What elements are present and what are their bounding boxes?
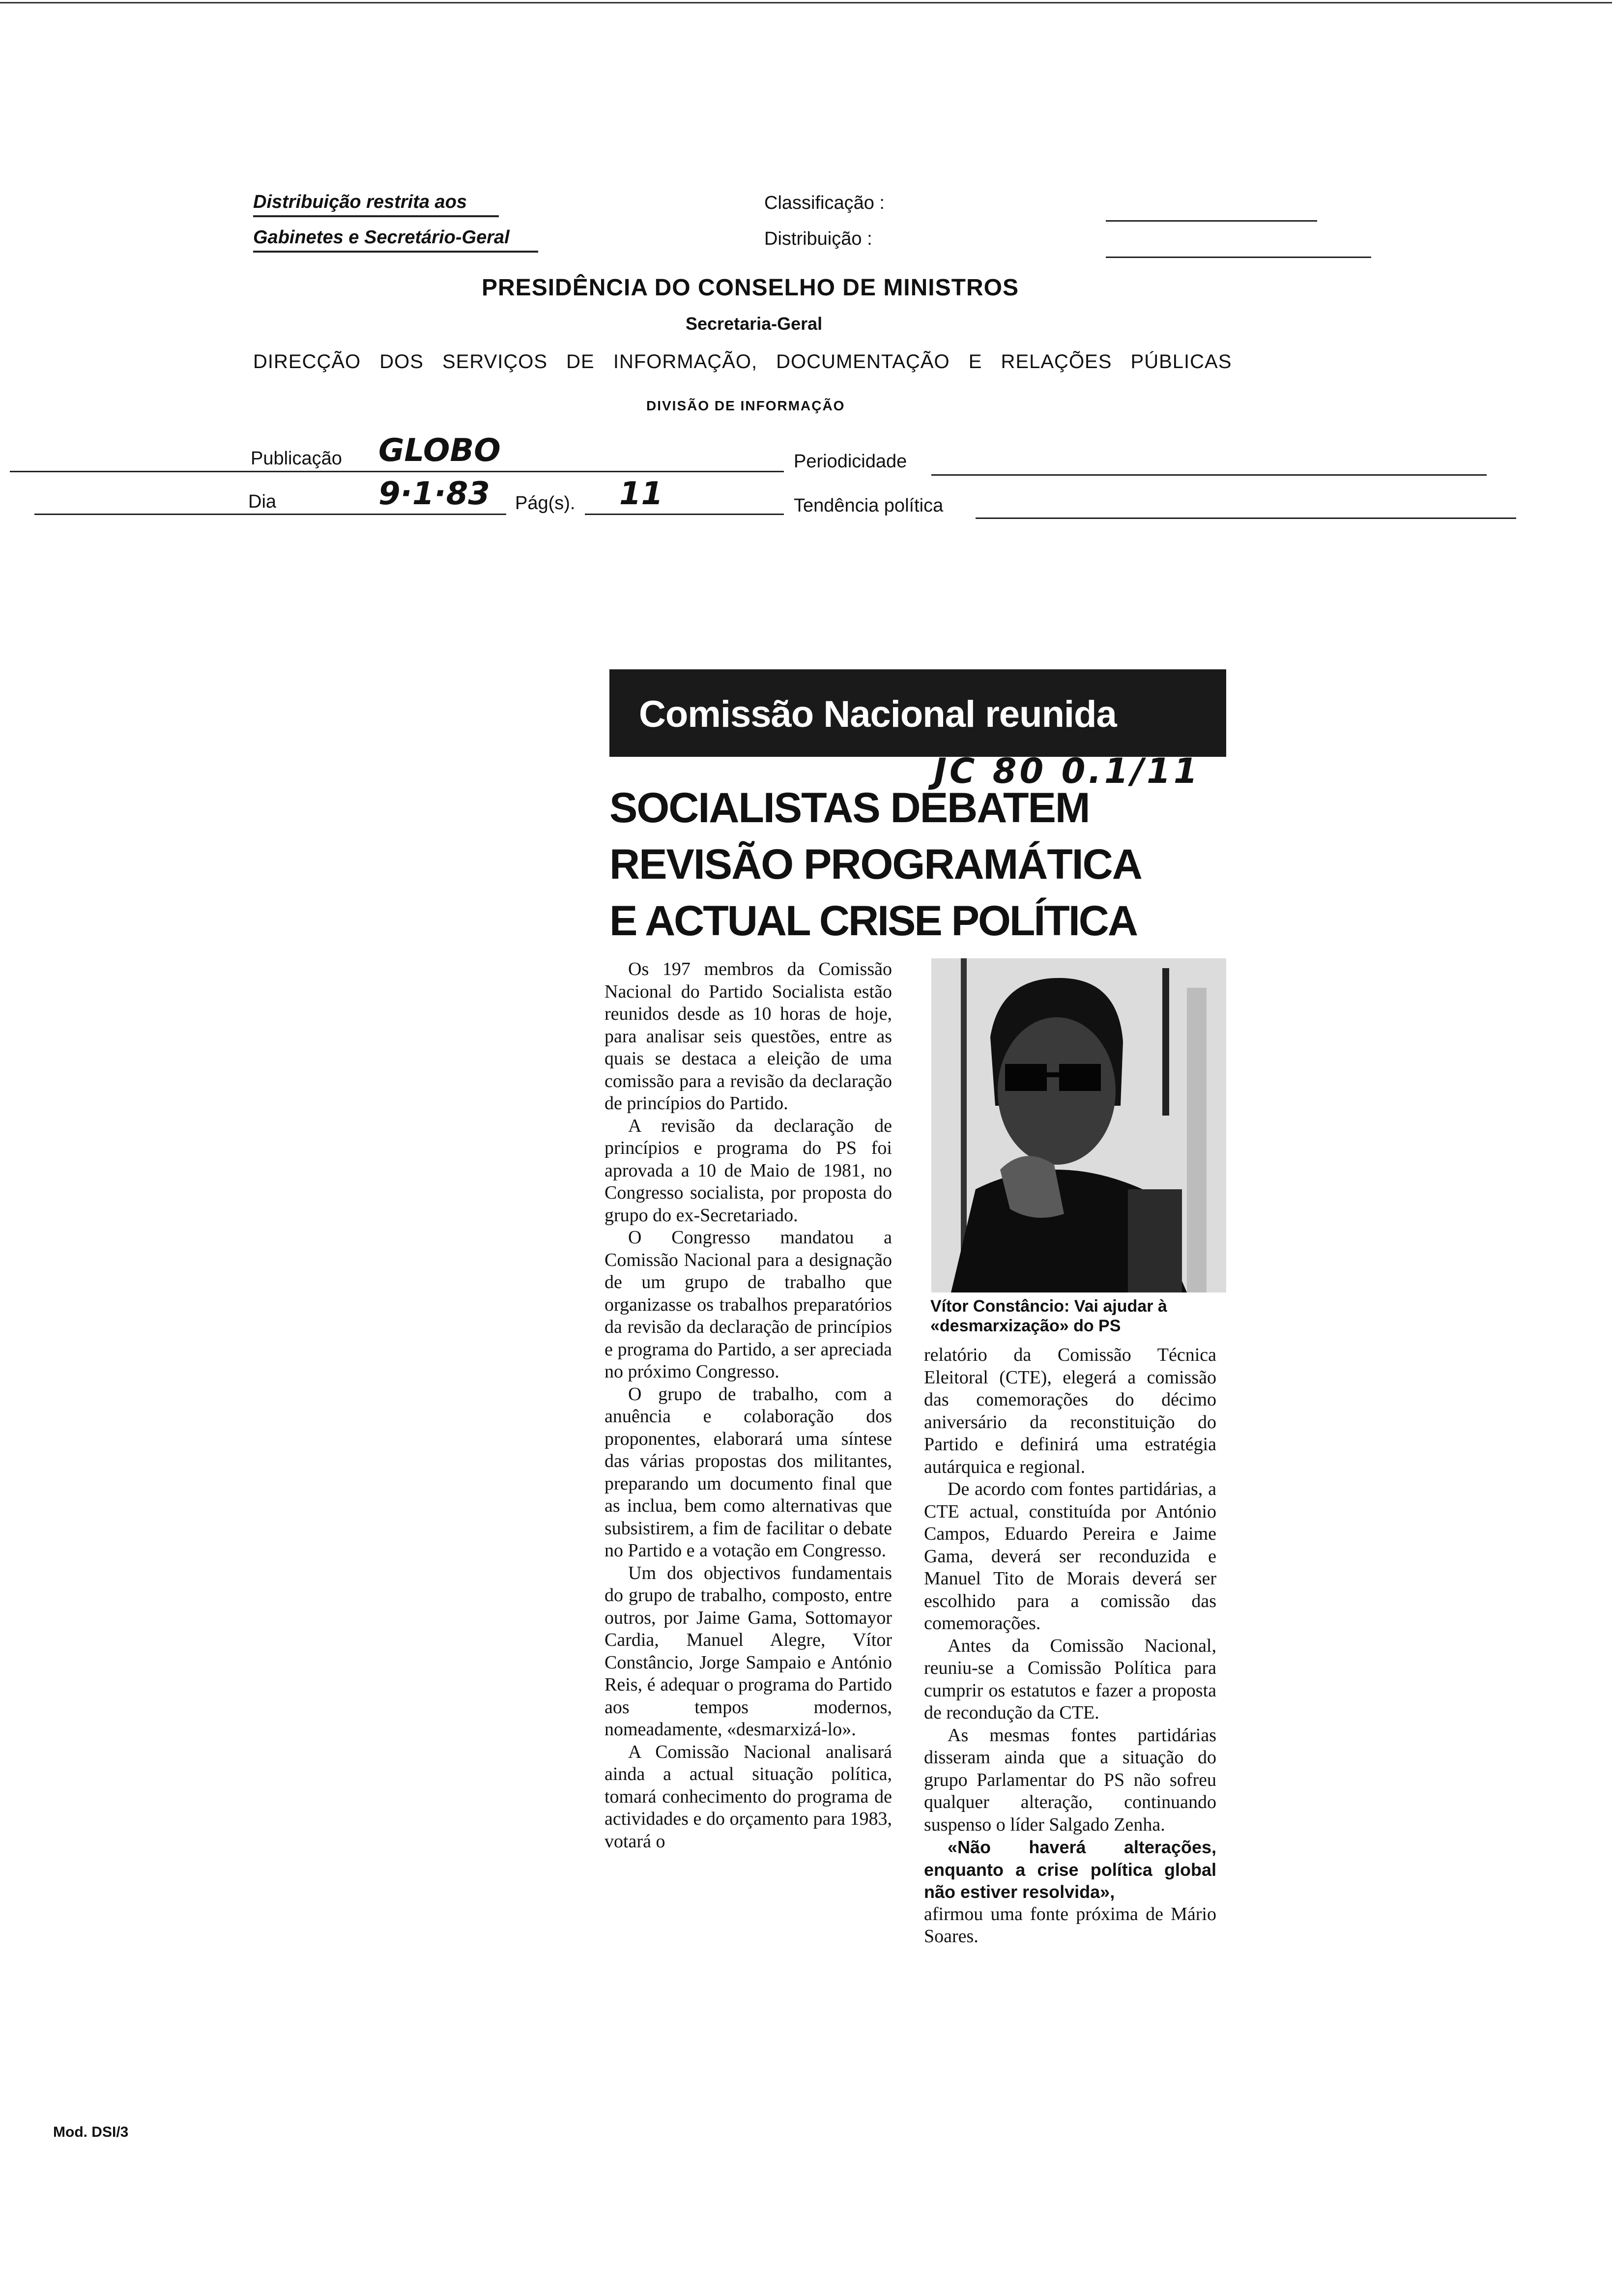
periodicidade-label: Periodicidade [794,451,907,472]
article-headline-line1: SOCIALISTAS DEBATEM [609,784,1090,832]
photo-caption: Vítor Constâncio: Vai ajudar à «desmarxização» do PS [930,1297,1167,1335]
article-kicker: Comissão Nacional reunida [639,693,1117,735]
left-paragraph: Um dos objectivos fundamentais do grupo de trabalho, composto, entre outros, por Jaime Gama, Sottomayor Cardia, Manuel Alegre, Vítor Constâncio, Jorge Sampaio e António Reis, é adequar o programa do Partido aos tempos modernos, nomeadamente, «desmarxizá-lo». [604,1562,892,1740]
article-headline-line2: REVISÃO PROGRAMÁTICA [609,841,1142,888]
right-paragraph: De acordo com fontes partidárias, a CTE actual, constituída por António Campos, Eduardo Pereira e Jaime Gama, deverá ser reconduzida e Manuel Tito de Morais deverá ser escolhido para a comissão das comemorações. [924,1479,1216,1634]
restricted-distribution-line1: Distribuição restrita aos [253,192,467,212]
model-code: Mod. DSI/3 [53,2124,129,2140]
direccao-title: DIRECÇÃO DOS SERVIÇOS DE INFORMAÇÃO, DOCUMENTAÇÃO E RELAÇÕES PÚBLICAS [253,351,1232,373]
pags-line [585,514,784,515]
scan-edge-top [0,2,1612,3]
periodicidade-line [931,474,1487,476]
pags-value: 11 [619,476,663,512]
handwritten-archive-note: JC 80 0.1/11 [934,751,1201,791]
left-paragraph: A Comissão Nacional analisará ainda a actual situação política, tomará conhecimento do programa de actividades e do orçamento para 1983, votará o [604,1741,892,1852]
left-paragraph: O Congresso mandatou a Comissão Nacional para a designação de um grupo de trabalho que organizasse os trabalhos preparatórios da revisão da declaração de princípios e programa do Partido, a ser apreciada no próximo Congresso. [604,1227,892,1382]
portrait-photo [931,958,1226,1292]
restricted-underline1 [253,215,499,217]
distribuicao-line [1106,257,1371,258]
publicacao-line [10,471,784,472]
secretaria-geral: Secretaria-Geral [686,314,823,334]
dia-label: Dia [248,491,277,512]
divisao-informacao: DIVISÃO DE INFORMAÇÃO [646,398,845,413]
dia-value: 9·1·83 [378,476,490,512]
tendencia-line [976,517,1516,519]
right-paragraph: relatório da Comissão Técnica Eleitoral (CTE), elegerá a comissão das comemorações do décimo aniversário da reconstituição do Partido e definirá uma estratégia autárquica e regional. [924,1345,1216,1477]
article-right-column [924,1344,1216,1948]
distribuicao-label: Distribuição : [764,229,872,249]
restricted-underline2 [253,251,538,253]
restricted-distribution-line2: Gabinetes e Secretário-Geral [253,227,510,248]
classificacao-label: Classificação : [764,193,885,213]
article-headline-line3: E ACTUAL CRISE POLÍTICA [609,897,1137,945]
left-paragraph: A revisão da declaração de princípios e programa do PS foi aprovada a 10 de Maio de 1981, no Congresso socialista, por proposta do grupo do ex-Secretariado. [604,1115,892,1226]
publicacao-value: GLOBO [378,432,501,469]
right-final-line: afirmou uma fonte próxima de Mário Soares. [924,1903,1216,1947]
left-paragraph: O grupo de trabalho, com a anuência e colaboração dos proponentes, elaborará uma síntese das várias propostas dos militantes, preparando um documento final que as inclua, bem como alternativas que subsistirem, a fim de facilitar o debate no Partido e a votação em Congresso. [604,1383,892,1561]
right-paragraph: Antes da Comissão Nacional, reuniu-se a Comissão Política para cumprir os estatutos e fazer a proposta de recondução da CTE. [924,1635,1216,1723]
bold-quote: «Não haverá alterações, enquanto a crise política global não estiver resolvida», [924,1837,1216,1902]
right-paragraph: As mesmas fontes partidárias disseram ainda que a situação do grupo Parlamentar do PS não sofreu qualquer alteração, continuando suspenso o líder Salgado Zenha. [924,1724,1216,1835]
publicacao-label: Publicação [251,448,342,469]
dia-line [34,514,506,515]
article-photo [931,958,1226,1292]
classificacao-line [1106,220,1317,222]
left-paragraph: Os 197 membros da Comissão Nacional do Partido Socialista estão reunidos desde as 10 horas de hoje, para analisar seis questões, entre as quais se destaca a eleição de uma comissão para a revisão da declaração de princípios do Partido. [604,959,892,1114]
org-title: PRESIDÊNCIA DO CONSELHO DE MINISTROS [482,275,1019,301]
pags-label: Pág(s). [515,493,576,514]
article-left-column [604,958,892,1853]
tendencia-label: Tendência política [794,495,944,516]
